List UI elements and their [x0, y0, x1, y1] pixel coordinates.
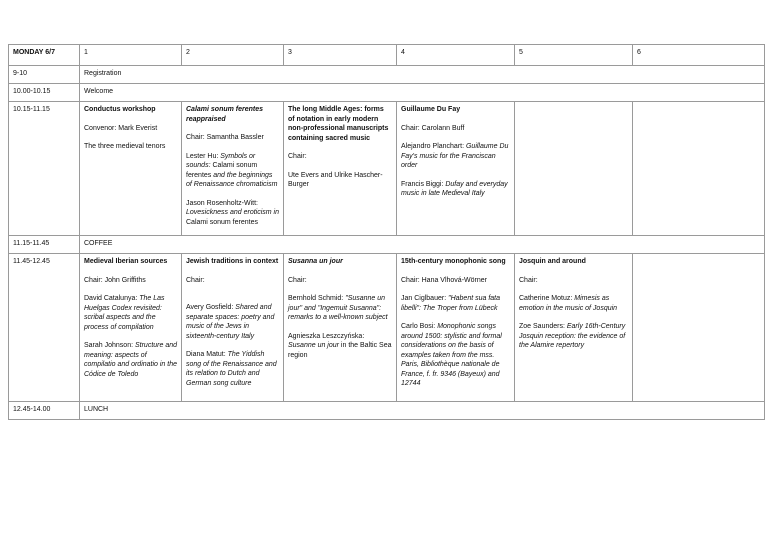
paper-author: Bernhold Schmid: — [288, 295, 346, 303]
session-title: 15th-century monophonic song — [401, 258, 506, 265]
session-jewish — [182, 254, 284, 402]
paper-title: Dufay and everyday music in late Medieval Italy — [401, 180, 508, 198]
session-title: Medieval Iberian sources — [84, 258, 168, 265]
paper-entry — [288, 294, 392, 323]
session-note: The three medieval tenors — [84, 143, 166, 151]
paper-entry — [186, 303, 279, 341]
paper-entry — [84, 294, 177, 332]
paper-entry — [401, 180, 510, 199]
paper-author: Jason Rosenholtz-Witt: — [186, 199, 258, 207]
time-cell: 11.45-12.45 — [9, 254, 80, 402]
session-title: Jewish traditions in context — [186, 258, 279, 265]
empty-cell — [633, 102, 765, 236]
session-conductus — [80, 102, 182, 236]
session-chair: Chair: — [288, 276, 307, 284]
paper-author: Catherine Motuz: — [519, 295, 575, 303]
coffee-row — [9, 236, 765, 254]
header-row — [9, 45, 765, 66]
time-cell: 9-10 — [9, 66, 80, 84]
paper-title: Lovesickness and eroticism in — [186, 209, 279, 217]
paper-entry — [401, 294, 510, 313]
paper-title: Early 16th-Century Josquin reception: the evidence of the Alamire repertory — [519, 323, 626, 350]
paper-title: Guillaume Du Fay's music for the Franciscan order — [401, 143, 509, 170]
paper-author: Agnieszka Leszczyńska: — [288, 332, 365, 340]
paper-entry — [186, 350, 279, 388]
session-chair: Convenor: Mark Everist — [84, 124, 158, 132]
session-chair: Chair: Samantha Bassler — [186, 134, 264, 142]
col-header-3: 3 — [284, 45, 397, 66]
paper-author: Jan Ciglbauer: — [401, 295, 449, 303]
paper-title: Symbols or sounds: — [186, 152, 256, 170]
paper-title: The Las Huelgas Codex revisited: scribal aspects and the process of compilation — [84, 295, 165, 331]
paper-title-roman: Calami sonum ferentes — [186, 218, 258, 226]
session-title: Calami sonum ferentes reappraised — [186, 106, 264, 123]
session-title: Guillaume Du Fay — [401, 106, 461, 113]
welcome-row — [9, 84, 765, 102]
session-josquin — [515, 254, 633, 402]
day-header: MONDAY 6/7 — [9, 45, 80, 66]
col-header-2: 2 — [182, 45, 284, 66]
paper-entry — [519, 294, 628, 313]
empty-cell — [633, 254, 765, 402]
lunch-label: LUNCH — [80, 402, 765, 420]
session-title: Josquin and around — [519, 258, 586, 265]
paper-author: Alejandro Planchart: — [401, 143, 466, 151]
empty-cell — [515, 102, 633, 236]
session-notation — [284, 102, 397, 236]
paper-entry — [288, 332, 392, 361]
session-chair: Chair: Hana Vlhová-Wörner — [401, 276, 487, 284]
paper-title: Susanne un jour — [288, 342, 339, 350]
paper-author: Avery Gosfield: — [186, 304, 236, 312]
paper-title: Mimesis as emotion in the music of Josquin — [519, 295, 618, 312]
coffee-label: COFFEE — [80, 236, 765, 254]
col-header-1: 1 — [80, 45, 182, 66]
paper-author: Zoe Saunders: — [519, 323, 567, 331]
paper-author: Sarah Johnson: — [84, 342, 135, 350]
welcome-label: Welcome — [80, 84, 765, 102]
session-title: Conductus workshop — [84, 106, 156, 113]
paper-title: "Habent sua fata libelli": The Troper from Lübeck — [401, 295, 501, 312]
registration-label: Registration — [80, 66, 765, 84]
paper-title: Shared and separate spaces: poetry and music of the Jews in sixteenth-century Italy — [186, 304, 275, 340]
paper-author: Diana Matut: — [186, 351, 228, 359]
session-chair: Chair: — [519, 276, 538, 284]
session-susanna — [284, 254, 397, 402]
paper-title-cont: and the beginnings of Renaissance chromaticism — [186, 171, 278, 189]
session-title: The long Middle Ages: forms of notation in early modern non-professional manuscripts containing sacred music — [288, 106, 389, 142]
session-iberian — [80, 254, 182, 402]
session-chair: Chair: Carolann Buff — [401, 124, 465, 132]
session-row-1 — [9, 102, 765, 236]
paper-entry — [401, 322, 510, 389]
session-row-2 — [9, 254, 765, 402]
session-calami — [182, 102, 284, 236]
session-monophonic — [397, 254, 515, 402]
paper-entry — [186, 152, 279, 190]
session-title: Susanna un jour — [288, 258, 343, 265]
session-chair: Chair: — [288, 153, 307, 161]
time-cell: 10.00-10.15 — [9, 84, 80, 102]
paper-entry — [84, 341, 177, 379]
paper-title-roman: in the Baltic Sea region — [288, 342, 392, 359]
paper-title-roman: Calami sonum ferentes — [186, 162, 258, 179]
time-cell: 12.45-14.00 — [9, 402, 80, 420]
time-cell: 10.15-11.15 — [9, 102, 80, 236]
time-cell: 11.15-11.45 — [9, 236, 80, 254]
paper-author: David Catalunya: — [84, 295, 140, 303]
paper-entry — [519, 322, 628, 351]
paper-title: "Susanne un jour" and "Ingemuit Susanna": remarks to a well-known subject — [288, 295, 388, 322]
paper-author: Lester Hu: — [186, 152, 221, 160]
paper-author: Carlo Bosi: — [401, 323, 438, 331]
paper-title: Monophonic songs around 1500: stylistic and formal considerations on the basis of examples taken from the mss. Paris, Bibliothèque nationale de France, f. fr. 9346 (Bayeux) and 12744 — [401, 323, 502, 388]
paper-author: Francis Biggi: — [401, 180, 446, 188]
paper-entry — [401, 142, 510, 171]
col-header-4: 4 — [397, 45, 515, 66]
paper-title: The Yiddish song of the Renaissance and its relation to Dutch and German song culture — [186, 351, 277, 387]
col-header-6: 6 — [633, 45, 765, 66]
session-chair: Chair: John Griffiths — [84, 276, 146, 284]
session-chair: Chair: — [186, 276, 205, 284]
session-dufay — [397, 102, 515, 236]
col-header-5: 5 — [515, 45, 633, 66]
session-people: Ute Evers and Ulrike Hascher-Burger — [288, 171, 383, 189]
lunch-row — [9, 402, 765, 420]
registration-row — [9, 66, 765, 84]
paper-entry — [186, 199, 279, 228]
paper-title: Structure and meaning: aspects of compilatio and ordinatio in the Códice de Toledo — [84, 342, 178, 378]
schedule-table — [8, 44, 765, 420]
